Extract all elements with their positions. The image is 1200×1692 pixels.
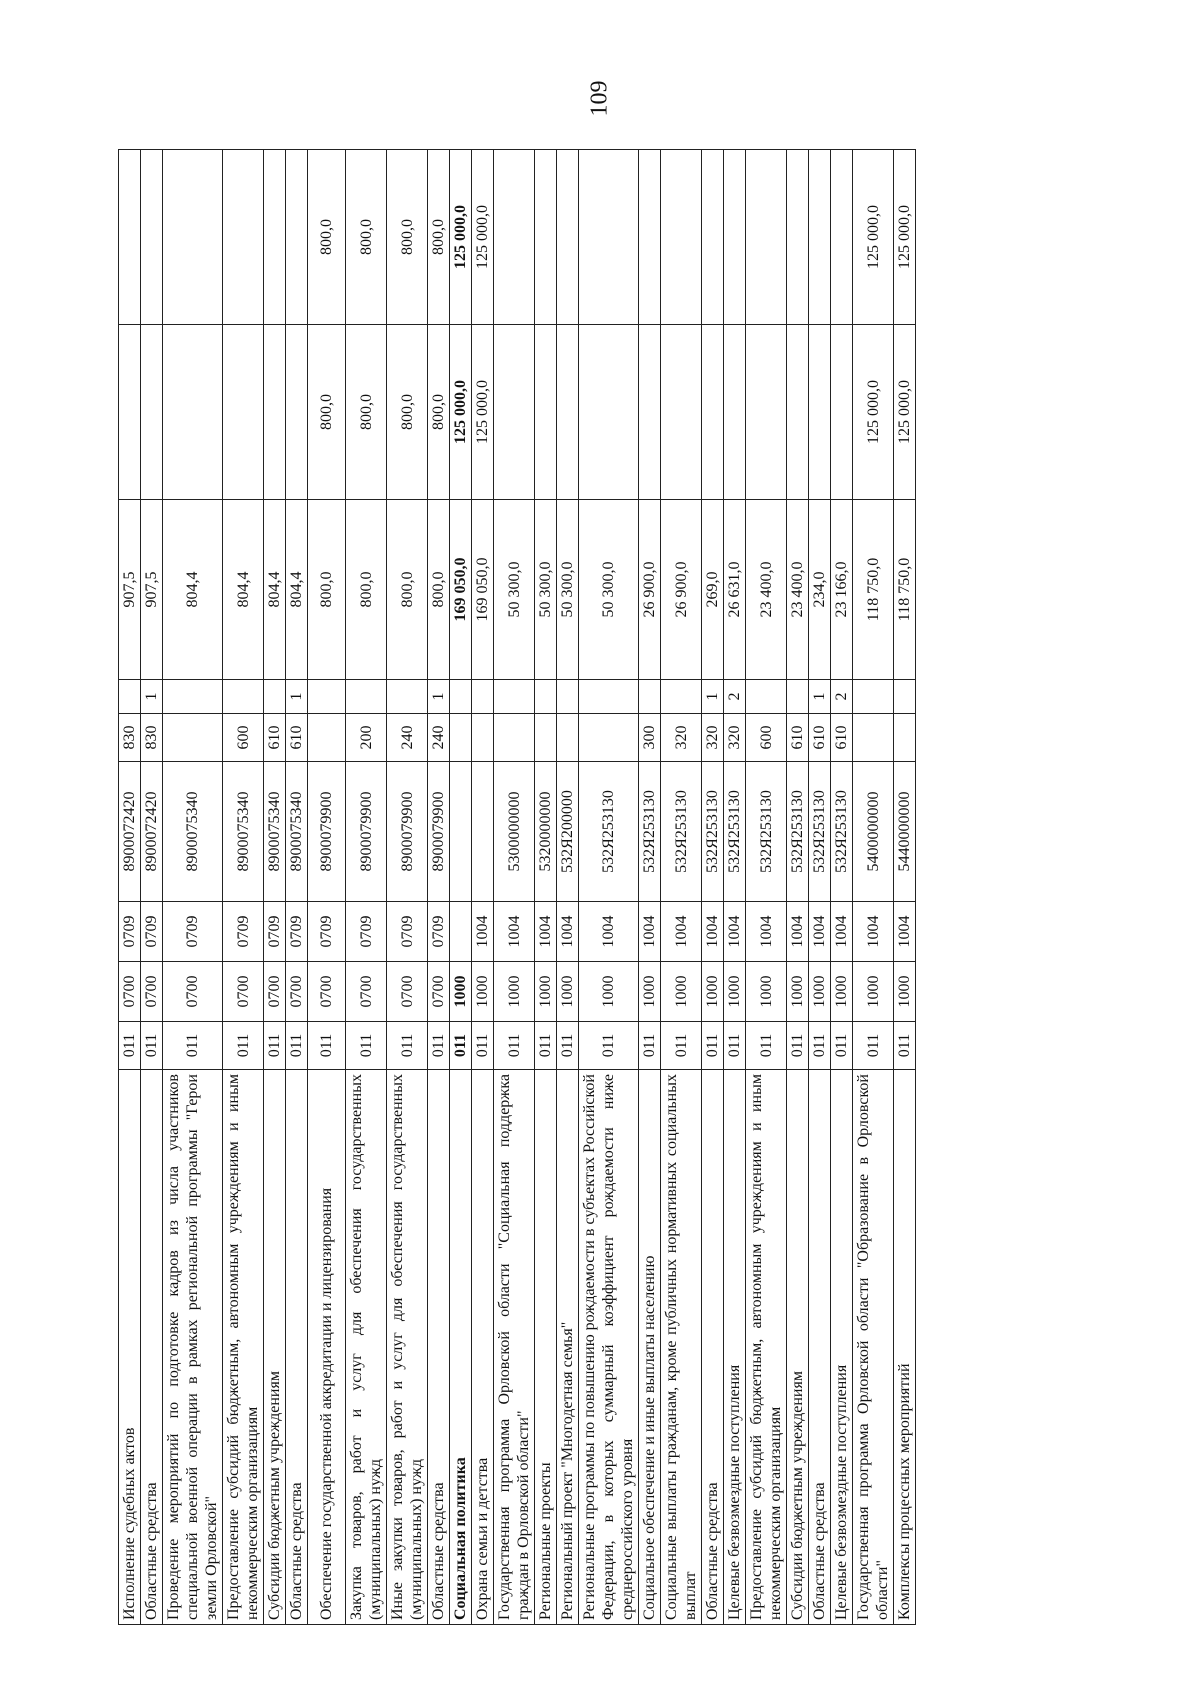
cell-target-article: 5440000000 [894, 762, 916, 902]
cell-amount-year-3 [557, 150, 579, 325]
cell-subsection: 0709 [223, 902, 264, 962]
cell-amount-year-3 [141, 150, 163, 325]
cell-expense-type: 300 [639, 714, 661, 762]
cell-section: 1000 [579, 962, 639, 1022]
cell-expense-type: 830 [119, 714, 141, 762]
cell-funding-source [579, 680, 639, 714]
cell-subsection: 0709 [346, 902, 387, 962]
table-row [428, 150, 450, 1625]
cell-section: 1000 [494, 962, 535, 1022]
cell-amount-year-1: 26 631,0 [724, 500, 746, 680]
cell-expense-type: 200 [346, 714, 387, 762]
cell-name: Региональный проект "Многодетная семья" [557, 1070, 579, 1625]
cell-expense-type: 610 [787, 714, 809, 762]
cell-funding-source: 1 [141, 680, 163, 714]
cell-name: Региональные проекты [535, 1070, 557, 1625]
cell-target-article: 532Я253130 [787, 762, 809, 902]
cell-section: 0700 [119, 962, 141, 1022]
cell-amount-year-1: 50 300,0 [579, 500, 639, 680]
cell-expense-type [472, 714, 494, 762]
cell-subsection: 1004 [472, 902, 494, 962]
cell-name: Целевые безвозмездные поступления [831, 1070, 853, 1625]
cell-amount-year-1: 169 050,0 [472, 500, 494, 680]
cell-name: Социальные выплаты гражданам, кроме публичных нормативных социальных выплат [661, 1070, 702, 1625]
cell-amount-year-3 [639, 150, 661, 325]
cell-amount-year-2 [746, 325, 787, 500]
cell-amount-year-2 [141, 325, 163, 500]
table-row [702, 150, 724, 1625]
cell-amount-year-2 [702, 325, 724, 500]
cell-amount-year-1: 23 400,0 [746, 500, 787, 680]
cell-target-article: 8900075340 [286, 762, 308, 902]
cell-expense-type: 610 [286, 714, 308, 762]
cell-amount-year-1: 169 050,0 [450, 500, 472, 680]
cell-amount-year-1: 804,4 [163, 500, 223, 680]
cell-name: Субсидии бюджетным учреждениям [787, 1070, 809, 1625]
cell-target-article: 8900079900 [428, 762, 450, 902]
cell-expense-type [853, 714, 894, 762]
cell-amount-year-3: 800,0 [387, 150, 428, 325]
cell-admin-code: 011 [702, 1022, 724, 1070]
cell-subsection: 0709 [163, 902, 223, 962]
table-row [535, 150, 557, 1625]
cell-admin-code: 011 [746, 1022, 787, 1070]
cell-amount-year-3 [286, 150, 308, 325]
cell-admin-code: 011 [264, 1022, 286, 1070]
cell-subsection: 1004 [557, 902, 579, 962]
cell-admin-code: 011 [661, 1022, 702, 1070]
cell-admin-code: 011 [831, 1022, 853, 1070]
cell-amount-year-1: 234,0 [809, 500, 831, 680]
cell-section: 0700 [264, 962, 286, 1022]
cell-target-article: 8900072420 [119, 762, 141, 902]
cell-target-article: 532Я253130 [639, 762, 661, 902]
cell-admin-code: 011 [119, 1022, 141, 1070]
cell-subsection [450, 902, 472, 962]
cell-subsection: 0709 [286, 902, 308, 962]
cell-amount-year-1: 800,0 [346, 500, 387, 680]
budget-table-container [118, 150, 1082, 1625]
cell-name: Целевые безвозмездные поступления [724, 1070, 746, 1625]
cell-amount-year-3 [223, 150, 264, 325]
cell-amount-year-2 [494, 325, 535, 500]
cell-subsection: 1004 [535, 902, 557, 962]
cell-amount-year-2: 800,0 [346, 325, 387, 500]
cell-subsection: 1004 [831, 902, 853, 962]
table-row [579, 150, 639, 1625]
cell-section: 1000 [472, 962, 494, 1022]
cell-amount-year-1: 804,4 [286, 500, 308, 680]
cell-target-article: 5400000000 [853, 762, 894, 902]
cell-amount-year-1: 800,0 [428, 500, 450, 680]
cell-funding-source: 2 [724, 680, 746, 714]
cell-amount-year-1: 50 300,0 [535, 500, 557, 680]
cell-section: 0700 [308, 962, 346, 1022]
table-row [557, 150, 579, 1625]
cell-expense-type [894, 714, 916, 762]
table-row [809, 150, 831, 1625]
cell-funding-source [494, 680, 535, 714]
cell-target-article: 532Я200000 [557, 762, 579, 902]
cell-amount-year-1: 26 900,0 [639, 500, 661, 680]
table-row [472, 150, 494, 1625]
cell-admin-code: 011 [809, 1022, 831, 1070]
cell-admin-code: 011 [308, 1022, 346, 1070]
cell-section: 1000 [450, 962, 472, 1022]
cell-expense-type: 600 [746, 714, 787, 762]
cell-name: Проведение мероприятий по подготовке кадров из числа участников специальной военной операции в рамках региональной программы "Герои земли Орловской" [163, 1070, 223, 1625]
cell-admin-code: 011 [387, 1022, 428, 1070]
cell-expense-type: 600 [223, 714, 264, 762]
cell-expense-type: 610 [831, 714, 853, 762]
table-row [308, 150, 346, 1625]
cell-amount-year-3 [746, 150, 787, 325]
cell-subsection: 1004 [787, 902, 809, 962]
cell-section: 0700 [163, 962, 223, 1022]
cell-section: 1000 [724, 962, 746, 1022]
cell-expense-type: 320 [724, 714, 746, 762]
cell-amount-year-1: 26 900,0 [661, 500, 702, 680]
cell-target-article: 8900079900 [346, 762, 387, 902]
cell-amount-year-1: 800,0 [308, 500, 346, 680]
cell-expense-type: 320 [661, 714, 702, 762]
cell-admin-code: 011 [724, 1022, 746, 1070]
cell-amount-year-2: 800,0 [308, 325, 346, 500]
cell-amount-year-3 [119, 150, 141, 325]
cell-amount-year-3 [724, 150, 746, 325]
cell-funding-source [450, 680, 472, 714]
budget-table [118, 149, 916, 1625]
cell-amount-year-2: 125 000,0 [853, 325, 894, 500]
cell-target-article: 532Я253130 [579, 762, 639, 902]
cell-subsection: 1004 [894, 902, 916, 962]
table-row [223, 150, 264, 1625]
cell-target-article: 8900075340 [264, 762, 286, 902]
table-row [387, 150, 428, 1625]
cell-funding-source [346, 680, 387, 714]
table-row [853, 150, 894, 1625]
cell-amount-year-2 [557, 325, 579, 500]
cell-name: Субсидии бюджетным учреждениям [264, 1070, 286, 1625]
table-row [346, 150, 387, 1625]
cell-amount-year-2: 800,0 [387, 325, 428, 500]
cell-amount-year-3 [702, 150, 724, 325]
cell-admin-code: 011 [428, 1022, 450, 1070]
cell-amount-year-1: 907,5 [119, 500, 141, 680]
cell-amount-year-3 [661, 150, 702, 325]
cell-admin-code: 011 [787, 1022, 809, 1070]
cell-admin-code: 011 [579, 1022, 639, 1070]
cell-amount-year-2 [579, 325, 639, 500]
page-number [0, 68, 1200, 128]
page-number-text: 109 [586, 80, 613, 116]
cell-funding-source [557, 680, 579, 714]
table-row [831, 150, 853, 1625]
cell-admin-code: 011 [472, 1022, 494, 1070]
cell-section: 1000 [787, 962, 809, 1022]
cell-amount-year-2 [286, 325, 308, 500]
cell-target-article: 532Я253130 [831, 762, 853, 902]
table-row [639, 150, 661, 1625]
cell-funding-source [535, 680, 557, 714]
cell-admin-code: 011 [853, 1022, 894, 1070]
cell-target-article [450, 762, 472, 902]
cell-admin-code: 011 [450, 1022, 472, 1070]
cell-expense-type: 320 [702, 714, 724, 762]
cell-funding-source [661, 680, 702, 714]
cell-subsection: 0709 [264, 902, 286, 962]
cell-funding-source [787, 680, 809, 714]
cell-amount-year-1: 804,4 [264, 500, 286, 680]
cell-amount-year-2: 125 000,0 [450, 325, 472, 500]
table-row [724, 150, 746, 1625]
cell-amount-year-2: 125 000,0 [894, 325, 916, 500]
cell-funding-source: 1 [809, 680, 831, 714]
cell-subsection: 0709 [428, 902, 450, 962]
cell-section: 1000 [831, 962, 853, 1022]
cell-target-article: 8900079900 [387, 762, 428, 902]
cell-subsection: 1004 [809, 902, 831, 962]
cell-admin-code: 011 [141, 1022, 163, 1070]
cell-amount-year-3: 800,0 [428, 150, 450, 325]
cell-section: 1000 [557, 962, 579, 1022]
cell-expense-type [557, 714, 579, 762]
cell-target-article: 532Я253130 [702, 762, 724, 902]
cell-subsection: 0709 [141, 902, 163, 962]
cell-admin-code: 011 [894, 1022, 916, 1070]
cell-expense-type: 240 [387, 714, 428, 762]
cell-funding-source [472, 680, 494, 714]
cell-amount-year-2 [661, 325, 702, 500]
cell-name: Государственная программа Орловской области "Образование в Орловской области" [853, 1070, 894, 1625]
table-row [264, 150, 286, 1625]
cell-amount-year-2 [809, 325, 831, 500]
cell-funding-source [639, 680, 661, 714]
cell-target-article: 5320000000 [535, 762, 557, 902]
cell-section: 1000 [746, 962, 787, 1022]
cell-section: 1000 [853, 962, 894, 1022]
table-row [894, 150, 916, 1625]
cell-name: Областные средства [702, 1070, 724, 1625]
cell-amount-year-2 [223, 325, 264, 500]
cell-expense-type [308, 714, 346, 762]
cell-funding-source: 1 [286, 680, 308, 714]
cell-amount-year-2 [639, 325, 661, 500]
table-row [746, 150, 787, 1625]
cell-amount-year-1: 50 300,0 [494, 500, 535, 680]
cell-amount-year-2 [831, 325, 853, 500]
cell-amount-year-2 [535, 325, 557, 500]
cell-name: Охрана семьи и детства [472, 1070, 494, 1625]
cell-funding-source [387, 680, 428, 714]
cell-funding-source [163, 680, 223, 714]
cell-name: Комплексы процессных мероприятий [894, 1070, 916, 1625]
cell-section: 0700 [428, 962, 450, 1022]
cell-amount-year-1: 907,5 [141, 500, 163, 680]
cell-amount-year-1: 800,0 [387, 500, 428, 680]
cell-amount-year-2 [264, 325, 286, 500]
cell-target-article: 8900075340 [163, 762, 223, 902]
cell-name: Предоставление субсидий бюджетным, автономным учреждениям и иным некоммерческим организациям [746, 1070, 787, 1625]
cell-section: 0700 [346, 962, 387, 1022]
cell-amount-year-2: 800,0 [428, 325, 450, 500]
cell-name: Областные средства [428, 1070, 450, 1625]
cell-amount-year-2 [787, 325, 809, 500]
cell-funding-source [894, 680, 916, 714]
cell-section: 1000 [894, 962, 916, 1022]
cell-amount-year-3 [535, 150, 557, 325]
cell-expense-type: 830 [141, 714, 163, 762]
cell-section: 1000 [661, 962, 702, 1022]
budget-table-body [119, 150, 916, 1625]
cell-admin-code: 011 [639, 1022, 661, 1070]
table-row [661, 150, 702, 1625]
cell-name: Предоставление субсидий бюджетным, автономным учреждениям и иным некоммерческим организациям [223, 1070, 264, 1625]
cell-subsection: 1004 [494, 902, 535, 962]
cell-expense-type [450, 714, 472, 762]
cell-subsection: 1004 [746, 902, 787, 962]
cell-expense-type: 240 [428, 714, 450, 762]
table-row [787, 150, 809, 1625]
cell-section: 1000 [535, 962, 557, 1022]
cell-admin-code: 011 [346, 1022, 387, 1070]
cell-funding-source: 1 [702, 680, 724, 714]
cell-target-article: 5300000000 [494, 762, 535, 902]
cell-target-article: 532Я253130 [661, 762, 702, 902]
table-row [141, 150, 163, 1625]
cell-amount-year-3: 800,0 [308, 150, 346, 325]
cell-amount-year-2: 125 000,0 [472, 325, 494, 500]
cell-admin-code: 011 [223, 1022, 264, 1070]
cell-funding-source [264, 680, 286, 714]
cell-subsection: 1004 [853, 902, 894, 962]
cell-name: Закупка товаров, работ и услуг для обеспечения государственных (муниципальных) нужд [346, 1070, 387, 1625]
cell-admin-code: 011 [286, 1022, 308, 1070]
table-row [163, 150, 223, 1625]
cell-funding-source: 2 [831, 680, 853, 714]
cell-amount-year-2 [163, 325, 223, 500]
cell-expense-type [494, 714, 535, 762]
cell-amount-year-2 [119, 325, 141, 500]
cell-expense-type [163, 714, 223, 762]
cell-amount-year-3: 125 000,0 [472, 150, 494, 325]
cell-expense-type: 610 [809, 714, 831, 762]
table-row [119, 150, 141, 1625]
cell-expense-type: 610 [264, 714, 286, 762]
cell-target-article: 8900072420 [141, 762, 163, 902]
cell-amount-year-3 [787, 150, 809, 325]
cell-subsection: 1004 [724, 902, 746, 962]
cell-admin-code: 011 [163, 1022, 223, 1070]
cell-amount-year-3 [809, 150, 831, 325]
cell-amount-year-3: 125 000,0 [450, 150, 472, 325]
cell-subsection: 0709 [308, 902, 346, 962]
cell-amount-year-3 [831, 150, 853, 325]
cell-funding-source [308, 680, 346, 714]
table-row [450, 150, 472, 1625]
cell-name: Государственная программа Орловской области "Социальная поддержка граждан в Орловской области" [494, 1070, 535, 1625]
cell-section: 0700 [141, 962, 163, 1022]
cell-section: 0700 [223, 962, 264, 1022]
cell-subsection: 0709 [119, 902, 141, 962]
cell-amount-year-2 [724, 325, 746, 500]
cell-funding-source: 1 [428, 680, 450, 714]
cell-admin-code: 011 [557, 1022, 579, 1070]
cell-amount-year-3: 800,0 [346, 150, 387, 325]
cell-target-article: 532Я253130 [746, 762, 787, 902]
cell-funding-source [223, 680, 264, 714]
cell-amount-year-3: 125 000,0 [894, 150, 916, 325]
cell-amount-year-1: 269,0 [702, 500, 724, 680]
cell-name: Социальная политика [450, 1070, 472, 1625]
cell-amount-year-3 [494, 150, 535, 325]
cell-amount-year-1: 23 166,0 [831, 500, 853, 680]
cell-subsection: 1004 [661, 902, 702, 962]
cell-amount-year-3: 125 000,0 [853, 150, 894, 325]
cell-target-article: 8900079900 [308, 762, 346, 902]
cell-funding-source [853, 680, 894, 714]
cell-amount-year-3 [579, 150, 639, 325]
cell-expense-type [579, 714, 639, 762]
cell-amount-year-3 [264, 150, 286, 325]
cell-amount-year-1: 23 400,0 [787, 500, 809, 680]
cell-name: Областные средства [286, 1070, 308, 1625]
cell-target-article: 532Я253130 [724, 762, 746, 902]
cell-name: Исполнение судебных актов [119, 1070, 141, 1625]
cell-amount-year-1: 118 750,0 [894, 500, 916, 680]
cell-subsection: 0709 [387, 902, 428, 962]
cell-target-article [472, 762, 494, 902]
cell-name: Обеспечение государственной аккредитации и лицензирования [308, 1070, 346, 1625]
cell-amount-year-1: 50 300,0 [557, 500, 579, 680]
cell-name: Иные закупки товаров, работ и услуг для обеспечения государственных (муниципальных) нужд [387, 1070, 428, 1625]
cell-subsection: 1004 [702, 902, 724, 962]
table-row [494, 150, 535, 1625]
cell-section: 1000 [702, 962, 724, 1022]
cell-section: 1000 [809, 962, 831, 1022]
cell-name: Областные средства [141, 1070, 163, 1625]
cell-subsection: 1004 [579, 902, 639, 962]
cell-funding-source [119, 680, 141, 714]
cell-section: 1000 [639, 962, 661, 1022]
cell-section: 0700 [387, 962, 428, 1022]
table-row [286, 150, 308, 1625]
cell-target-article: 8900075340 [223, 762, 264, 902]
cell-subsection: 1004 [639, 902, 661, 962]
cell-admin-code: 011 [494, 1022, 535, 1070]
cell-name: Социальное обеспечение и иные выплаты населению [639, 1070, 661, 1625]
cell-funding-source [746, 680, 787, 714]
cell-section: 0700 [286, 962, 308, 1022]
cell-amount-year-1: 118 750,0 [853, 500, 894, 680]
cell-name: Региональные программы по повышению рождаемости в субъектах Российской Федерации, в которых суммарный коэффициент рождаемости ниже среднероссийского уровня [579, 1070, 639, 1625]
cell-name: Областные средства [809, 1070, 831, 1625]
cell-admin-code: 011 [535, 1022, 557, 1070]
cell-target-article: 532Я253130 [809, 762, 831, 902]
cell-amount-year-3 [163, 150, 223, 325]
cell-amount-year-1: 804,4 [223, 500, 264, 680]
cell-expense-type [535, 714, 557, 762]
